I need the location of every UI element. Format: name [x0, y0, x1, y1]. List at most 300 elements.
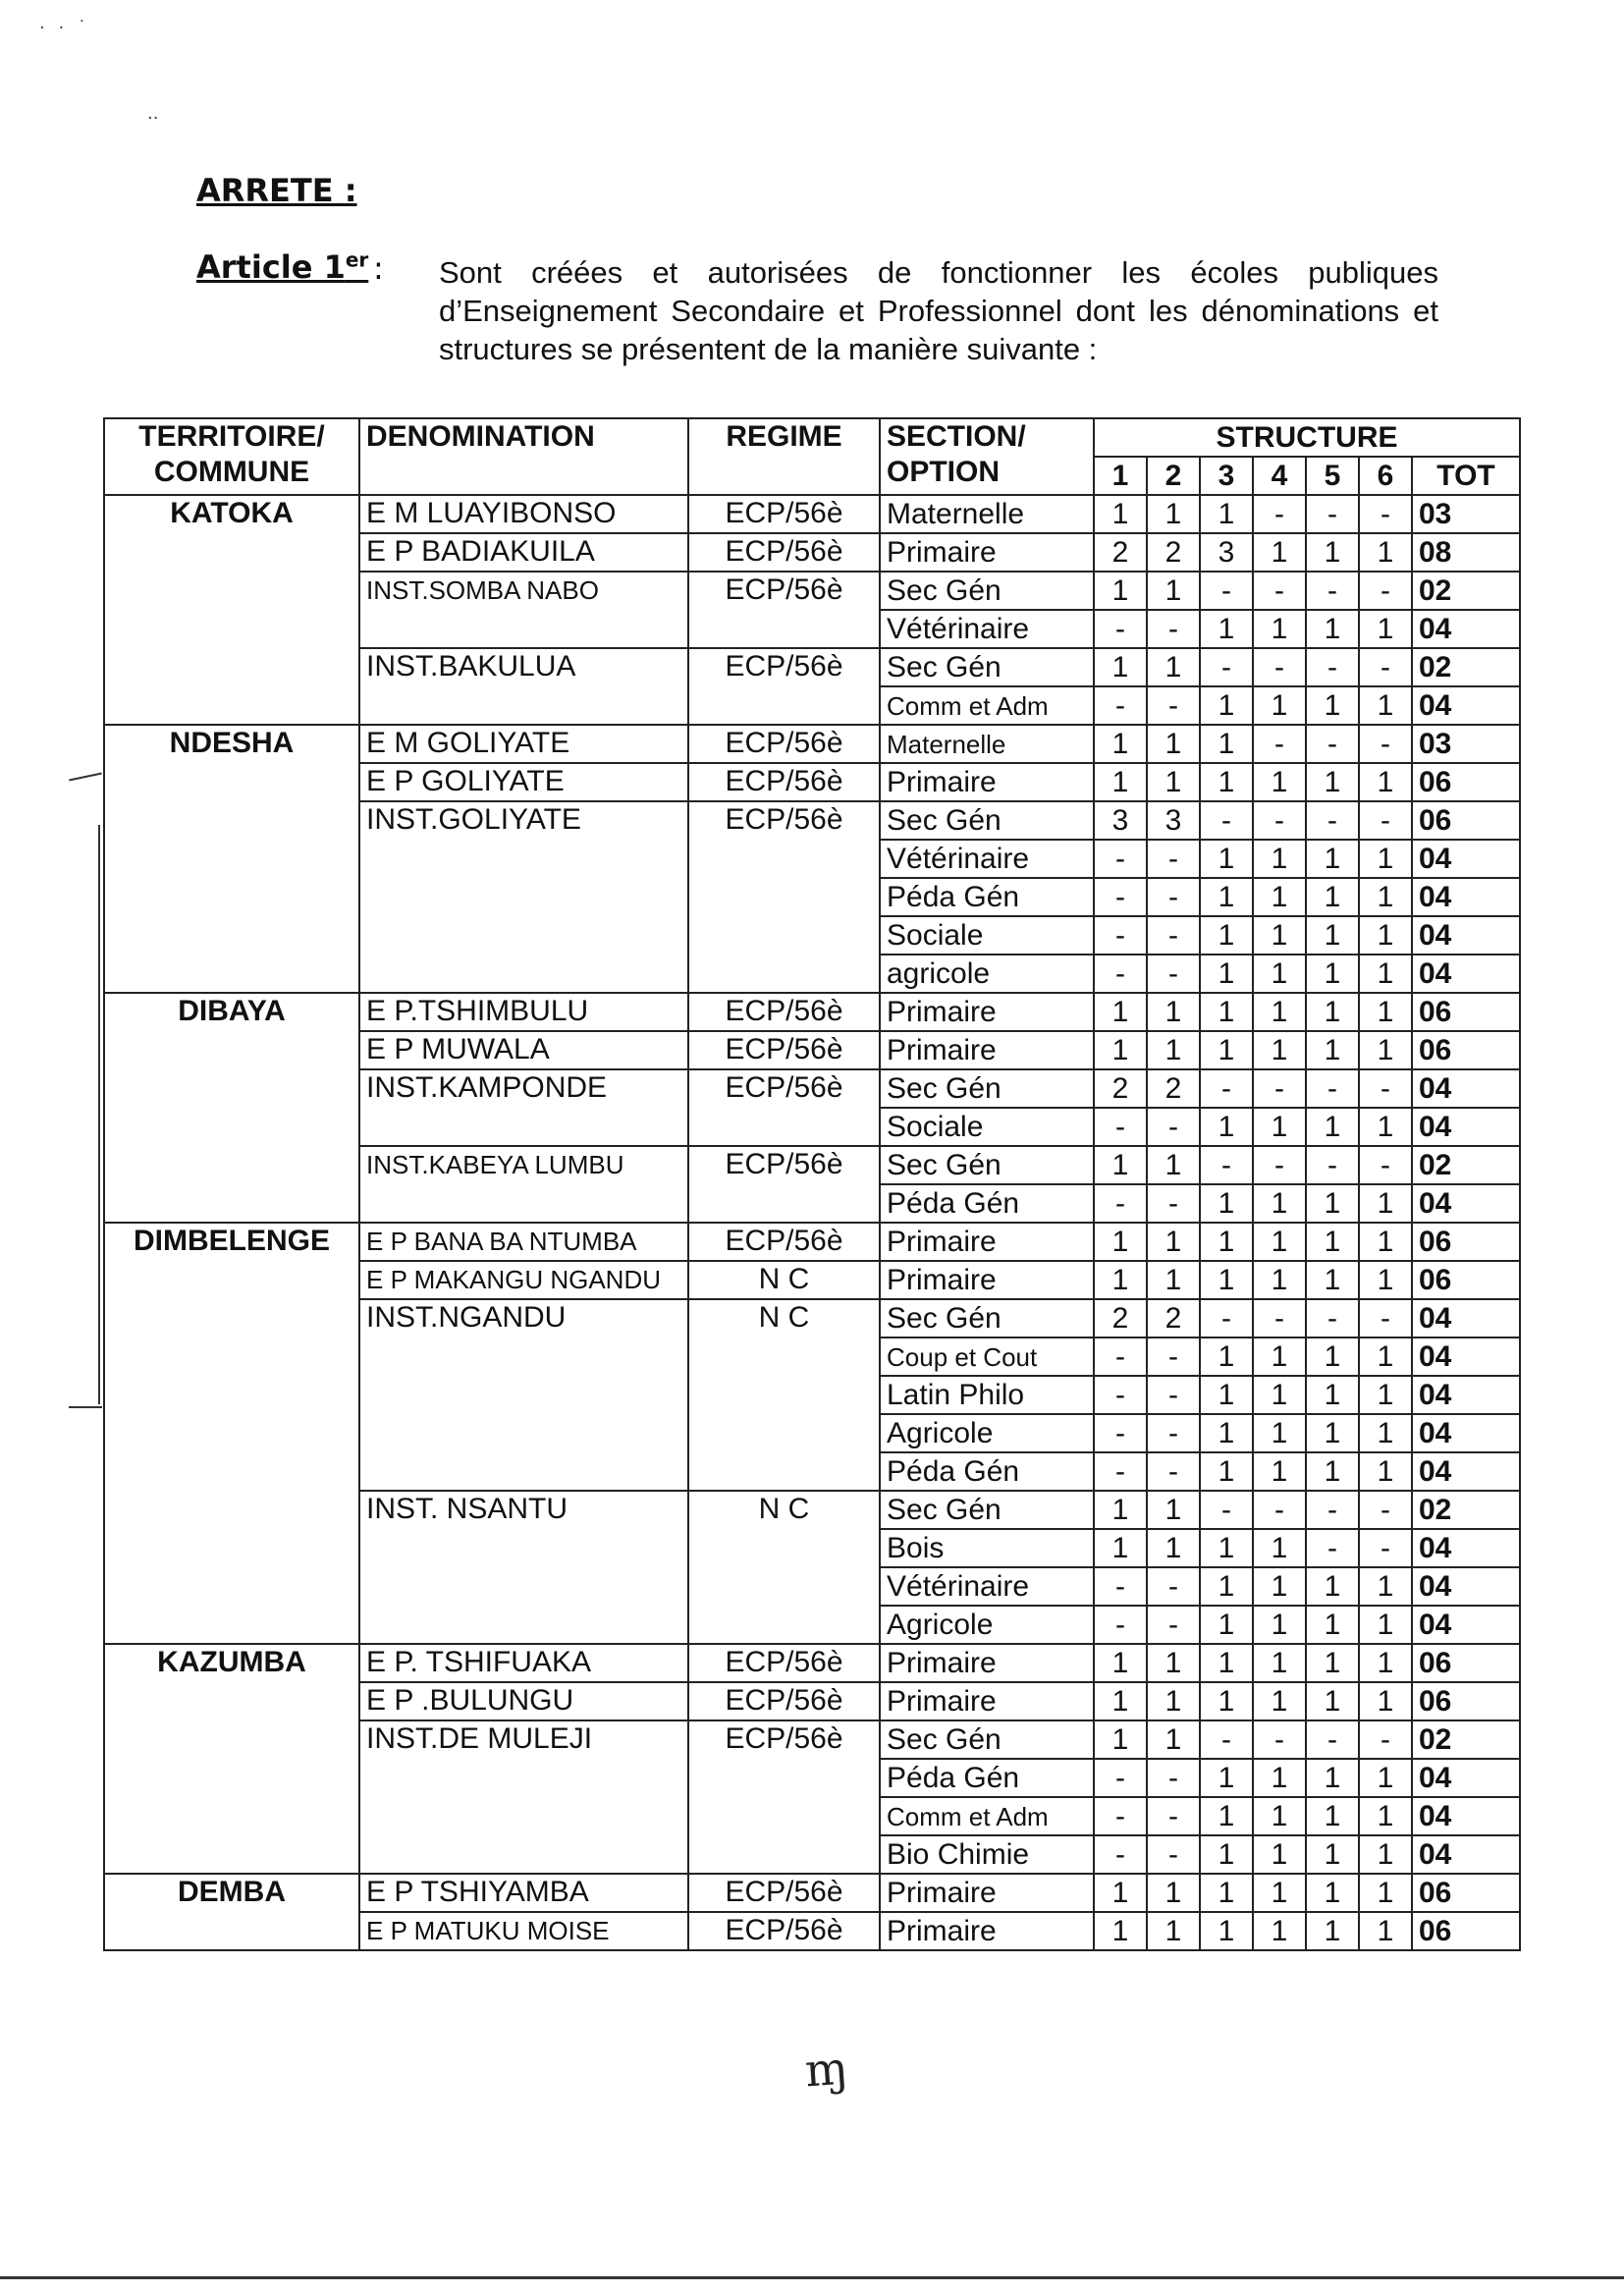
regime-cell: ECP/56è: [688, 1644, 880, 1682]
total-cell: 04: [1412, 1452, 1520, 1491]
year-6-cell: -: [1359, 572, 1412, 610]
year-1-cell: 1: [1094, 725, 1147, 763]
school-name-cell: E P MAKANGU NGANDU: [359, 1261, 688, 1299]
year-2-cell: -: [1147, 1376, 1200, 1414]
year-2-cell: -: [1147, 1606, 1200, 1644]
year-1-cell: 2: [1094, 1069, 1147, 1108]
section-cell: Sociale: [880, 1108, 1094, 1146]
year-6-cell: 1: [1359, 1797, 1412, 1835]
total-cell: 04: [1412, 1606, 1520, 1644]
year-2-cell: -: [1147, 1567, 1200, 1606]
year-1-cell: 1: [1094, 495, 1147, 533]
year-6-cell: 1: [1359, 1912, 1412, 1950]
section-cell: agricole: [880, 955, 1094, 993]
year-5-cell: 1: [1306, 840, 1359, 878]
header-year-4: 4: [1253, 457, 1306, 495]
school-name-cell: E P. TSHIFUAKA: [359, 1644, 688, 1682]
year-5-cell: 1: [1306, 1261, 1359, 1299]
year-4-cell: 1: [1253, 1874, 1306, 1912]
year-6-cell: 1: [1359, 686, 1412, 725]
year-6-cell: 1: [1359, 993, 1412, 1031]
regime-cell: ECP/56è: [688, 1223, 880, 1261]
decree-heading: ARRETE :: [196, 172, 357, 209]
year-2-cell: -: [1147, 1835, 1200, 1874]
year-3-cell: 1: [1200, 993, 1253, 1031]
year-2-cell: -: [1147, 1108, 1200, 1146]
year-4-cell: 1: [1253, 916, 1306, 955]
total-cell: 06: [1412, 1912, 1520, 1950]
year-2-cell: -: [1147, 1338, 1200, 1376]
header-section: SECTION/ OPTION: [880, 418, 1094, 495]
year-6-cell: 1: [1359, 840, 1412, 878]
year-4-cell: 1: [1253, 1452, 1306, 1491]
year-4-cell: 1: [1253, 610, 1306, 648]
year-6-cell: 1: [1359, 1261, 1412, 1299]
school-name-cell: INST.KAMPONDE: [359, 1069, 688, 1146]
total-cell: 03: [1412, 495, 1520, 533]
scan-speck: ··: [147, 108, 159, 129]
year-6-cell: 1: [1359, 1184, 1412, 1223]
year-1-cell: -: [1094, 1376, 1147, 1414]
section-cell: Péda Gén: [880, 1759, 1094, 1797]
schools-table: [103, 417, 1521, 1951]
year-4-cell: -: [1253, 572, 1306, 610]
year-4-cell: -: [1253, 1720, 1306, 1759]
year-5-cell: 1: [1306, 993, 1359, 1031]
year-3-cell: 1: [1200, 916, 1253, 955]
year-5-cell: 1: [1306, 610, 1359, 648]
year-1-cell: 1: [1094, 1031, 1147, 1069]
school-name-cell: E M LUAYIBONSO: [359, 495, 688, 533]
year-3-cell: -: [1200, 1299, 1253, 1338]
year-5-cell: 1: [1306, 1223, 1359, 1261]
year-3-cell: 1: [1200, 1452, 1253, 1491]
total-cell: 02: [1412, 648, 1520, 686]
regime-cell: ECP/56è: [688, 993, 880, 1031]
regime-cell: ECP/56è: [688, 1146, 880, 1223]
year-4-cell: 1: [1253, 1644, 1306, 1682]
total-cell: 06: [1412, 1644, 1520, 1682]
year-1-cell: -: [1094, 1184, 1147, 1223]
year-5-cell: 1: [1306, 1414, 1359, 1452]
school-name-cell: INST. NSANTU: [359, 1491, 688, 1644]
total-cell: 06: [1412, 763, 1520, 801]
year-5-cell: 1: [1306, 1759, 1359, 1797]
year-2-cell: 2: [1147, 1299, 1200, 1338]
year-6-cell: -: [1359, 1299, 1412, 1338]
total-cell: 02: [1412, 1720, 1520, 1759]
year-4-cell: 1: [1253, 1682, 1306, 1720]
year-1-cell: 1: [1094, 572, 1147, 610]
year-1-cell: 1: [1094, 1682, 1147, 1720]
year-5-cell: -: [1306, 648, 1359, 686]
year-4-cell: -: [1253, 725, 1306, 763]
year-3-cell: -: [1200, 1069, 1253, 1108]
year-1-cell: -: [1094, 955, 1147, 993]
total-cell: 04: [1412, 610, 1520, 648]
year-2-cell: -: [1147, 1797, 1200, 1835]
school-name-cell: INST.BAKULUA: [359, 648, 688, 725]
year-3-cell: 1: [1200, 840, 1253, 878]
year-5-cell: 1: [1306, 1567, 1359, 1606]
regime-cell: ECP/56è: [688, 648, 880, 725]
year-6-cell: -: [1359, 1146, 1412, 1184]
year-6-cell: 1: [1359, 1031, 1412, 1069]
regime-cell: ECP/56è: [688, 495, 880, 533]
year-3-cell: 1: [1200, 1759, 1253, 1797]
year-1-cell: 1: [1094, 763, 1147, 801]
scan-speck: · · ˙: [39, 18, 90, 38]
year-2-cell: -: [1147, 916, 1200, 955]
year-6-cell: 1: [1359, 1338, 1412, 1376]
year-4-cell: -: [1253, 1299, 1306, 1338]
header-year-1: 1: [1094, 457, 1147, 495]
section-cell: Péda Gén: [880, 878, 1094, 916]
year-4-cell: 1: [1253, 686, 1306, 725]
year-3-cell: 1: [1200, 1184, 1253, 1223]
year-6-cell: -: [1359, 495, 1412, 533]
total-cell: 06: [1412, 1223, 1520, 1261]
school-name-cell: E P BANA BA NTUMBA: [359, 1223, 688, 1261]
year-1-cell: 1: [1094, 1491, 1147, 1529]
year-3-cell: 1: [1200, 1835, 1253, 1874]
year-5-cell: 1: [1306, 763, 1359, 801]
header-denomination: DENOMINATION: [359, 418, 688, 495]
section-cell: Sec Gén: [880, 1491, 1094, 1529]
total-cell: 04: [1412, 1759, 1520, 1797]
school-name-cell: E P GOLIYATE: [359, 763, 688, 801]
year-3-cell: 1: [1200, 1874, 1253, 1912]
year-3-cell: 1: [1200, 1912, 1253, 1950]
year-3-cell: 1: [1200, 1644, 1253, 1682]
year-5-cell: 1: [1306, 1452, 1359, 1491]
year-5-cell: -: [1306, 1529, 1359, 1567]
year-6-cell: 1: [1359, 1567, 1412, 1606]
year-3-cell: 1: [1200, 610, 1253, 648]
year-6-cell: -: [1359, 725, 1412, 763]
school-name-cell: INST.SOMBA NABO: [359, 572, 688, 648]
year-1-cell: -: [1094, 1452, 1147, 1491]
total-cell: 08: [1412, 533, 1520, 572]
total-cell: 04: [1412, 955, 1520, 993]
year-3-cell: 3: [1200, 533, 1253, 572]
year-6-cell: -: [1359, 1720, 1412, 1759]
year-1-cell: -: [1094, 916, 1147, 955]
total-cell: 04: [1412, 1529, 1520, 1567]
year-3-cell: -: [1200, 801, 1253, 840]
year-3-cell: 1: [1200, 1414, 1253, 1452]
year-3-cell: -: [1200, 1146, 1253, 1184]
year-4-cell: 1: [1253, 1031, 1306, 1069]
total-cell: 02: [1412, 572, 1520, 610]
year-3-cell: 1: [1200, 1376, 1253, 1414]
year-4-cell: -: [1253, 1491, 1306, 1529]
school-name-cell: INST.KABEYA LUMBU: [359, 1146, 688, 1223]
year-6-cell: 1: [1359, 916, 1412, 955]
year-3-cell: 1: [1200, 1797, 1253, 1835]
year-6-cell: -: [1359, 1529, 1412, 1567]
year-5-cell: 1: [1306, 1797, 1359, 1835]
year-5-cell: 1: [1306, 1874, 1359, 1912]
section-cell: Péda Gén: [880, 1452, 1094, 1491]
section-cell: Sec Gén: [880, 1146, 1094, 1184]
year-1-cell: 1: [1094, 1874, 1147, 1912]
header-territoire: TERRITOIRE/ COMMUNE: [104, 418, 359, 495]
total-cell: 04: [1412, 1797, 1520, 1835]
year-2-cell: -: [1147, 610, 1200, 648]
regime-cell: ECP/56è: [688, 533, 880, 572]
page-bottom-rule: [0, 2276, 1624, 2279]
section-cell: Primaire: [880, 1261, 1094, 1299]
article-colon: :: [373, 249, 384, 287]
section-cell: Agricole: [880, 1606, 1094, 1644]
section-cell: Primaire: [880, 1912, 1094, 1950]
total-cell: 02: [1412, 1146, 1520, 1184]
total-cell: 04: [1412, 1567, 1520, 1606]
section-cell: Sec Gén: [880, 1299, 1094, 1338]
total-cell: 04: [1412, 1108, 1520, 1146]
year-5-cell: 1: [1306, 916, 1359, 955]
year-4-cell: 1: [1253, 1261, 1306, 1299]
year-1-cell: 2: [1094, 1299, 1147, 1338]
year-2-cell: 2: [1147, 533, 1200, 572]
year-5-cell: 1: [1306, 955, 1359, 993]
total-cell: 04: [1412, 1184, 1520, 1223]
year-4-cell: 1: [1253, 1414, 1306, 1452]
section-cell: Sec Gén: [880, 1069, 1094, 1108]
year-4-cell: 1: [1253, 533, 1306, 572]
section-cell: Primaire: [880, 1682, 1094, 1720]
section-cell: Latin Philo: [880, 1376, 1094, 1414]
section-cell: Sec Gén: [880, 572, 1094, 610]
year-3-cell: 1: [1200, 763, 1253, 801]
school-name-cell: INST.GOLIYATE: [359, 801, 688, 993]
header-structure: STRUCTURE: [1094, 418, 1520, 457]
year-5-cell: 1: [1306, 1108, 1359, 1146]
header-year-5: 5: [1306, 457, 1359, 495]
year-6-cell: 1: [1359, 1682, 1412, 1720]
year-2-cell: -: [1147, 1184, 1200, 1223]
year-4-cell: 1: [1253, 1184, 1306, 1223]
year-4-cell: 1: [1253, 1376, 1306, 1414]
year-2-cell: 1: [1147, 572, 1200, 610]
year-1-cell: -: [1094, 1338, 1147, 1376]
year-4-cell: -: [1253, 495, 1306, 533]
total-cell: 04: [1412, 878, 1520, 916]
year-3-cell: 1: [1200, 1529, 1253, 1567]
territoire-cell: DEMBA: [104, 1874, 359, 1950]
year-6-cell: 1: [1359, 763, 1412, 801]
section-cell: Comm et Adm: [880, 686, 1094, 725]
section-cell: Primaire: [880, 533, 1094, 572]
year-2-cell: 1: [1147, 1644, 1200, 1682]
year-2-cell: 1: [1147, 1874, 1200, 1912]
year-3-cell: 1: [1200, 1567, 1253, 1606]
year-2-cell: 1: [1147, 1223, 1200, 1261]
year-6-cell: -: [1359, 1069, 1412, 1108]
total-cell: 06: [1412, 801, 1520, 840]
header-year-2: 2: [1147, 457, 1200, 495]
year-2-cell: -: [1147, 1452, 1200, 1491]
total-cell: 04: [1412, 1338, 1520, 1376]
total-cell: 04: [1412, 1835, 1520, 1874]
year-1-cell: -: [1094, 878, 1147, 916]
year-2-cell: 1: [1147, 1146, 1200, 1184]
table-row: [104, 1644, 1520, 1682]
year-4-cell: -: [1253, 1069, 1306, 1108]
school-name-cell: E P MATUKU MOISE: [359, 1912, 688, 1950]
section-cell: Primaire: [880, 993, 1094, 1031]
section-cell: Primaire: [880, 1874, 1094, 1912]
year-3-cell: 1: [1200, 725, 1253, 763]
territoire-cell: KATOKA: [104, 495, 359, 725]
year-3-cell: 1: [1200, 955, 1253, 993]
year-3-cell: 1: [1200, 495, 1253, 533]
year-2-cell: 1: [1147, 1912, 1200, 1950]
year-5-cell: 1: [1306, 1376, 1359, 1414]
year-1-cell: -: [1094, 686, 1147, 725]
section-cell: Sec Gén: [880, 648, 1094, 686]
total-cell: 04: [1412, 916, 1520, 955]
year-2-cell: 3: [1147, 801, 1200, 840]
total-cell: 04: [1412, 1069, 1520, 1108]
year-5-cell: -: [1306, 1720, 1359, 1759]
year-6-cell: 1: [1359, 1874, 1412, 1912]
year-5-cell: -: [1306, 572, 1359, 610]
year-4-cell: 1: [1253, 1759, 1306, 1797]
year-1-cell: -: [1094, 1108, 1147, 1146]
total-cell: 02: [1412, 1491, 1520, 1529]
year-4-cell: 1: [1253, 1797, 1306, 1835]
year-6-cell: 1: [1359, 610, 1412, 648]
regime-cell: ECP/56è: [688, 1720, 880, 1874]
year-3-cell: 1: [1200, 1682, 1253, 1720]
header-year-3: 3: [1200, 457, 1253, 495]
year-5-cell: 1: [1306, 878, 1359, 916]
school-name-cell: E P.TSHIMBULU: [359, 993, 688, 1031]
year-1-cell: -: [1094, 1759, 1147, 1797]
year-5-cell: -: [1306, 1299, 1359, 1338]
margin-mark: [69, 1406, 102, 1408]
section-cell: Vétérinaire: [880, 840, 1094, 878]
total-cell: 06: [1412, 1031, 1520, 1069]
year-5-cell: 1: [1306, 1184, 1359, 1223]
year-1-cell: -: [1094, 840, 1147, 878]
regime-cell: ECP/56è: [688, 1031, 880, 1069]
year-4-cell: 1: [1253, 1567, 1306, 1606]
year-5-cell: -: [1306, 495, 1359, 533]
table-row: [104, 1874, 1520, 1912]
school-name-cell: E P .BULUNGU: [359, 1682, 688, 1720]
school-name-cell: E M GOLIYATE: [359, 725, 688, 763]
year-3-cell: 1: [1200, 1338, 1253, 1376]
year-5-cell: -: [1306, 1069, 1359, 1108]
total-cell: 04: [1412, 1414, 1520, 1452]
year-2-cell: 1: [1147, 1529, 1200, 1567]
school-name-cell: INST.NGANDU: [359, 1299, 688, 1491]
year-2-cell: 1: [1147, 1720, 1200, 1759]
year-4-cell: 1: [1253, 763, 1306, 801]
section-cell: Comm et Adm: [880, 1797, 1094, 1835]
year-2-cell: 1: [1147, 763, 1200, 801]
regime-cell: ECP/56è: [688, 1069, 880, 1146]
regime-cell: N C: [688, 1491, 880, 1644]
year-2-cell: -: [1147, 1759, 1200, 1797]
section-cell: Sec Gén: [880, 1720, 1094, 1759]
year-1-cell: 1: [1094, 1912, 1147, 1950]
year-5-cell: -: [1306, 1146, 1359, 1184]
year-1-cell: -: [1094, 1835, 1147, 1874]
total-cell: 06: [1412, 1682, 1520, 1720]
year-3-cell: 1: [1200, 1606, 1253, 1644]
table-body: [104, 495, 1520, 1950]
regime-cell: ECP/56è: [688, 725, 880, 763]
year-5-cell: 1: [1306, 1835, 1359, 1874]
year-1-cell: 2: [1094, 533, 1147, 572]
year-4-cell: 1: [1253, 1108, 1306, 1146]
table-row: [104, 725, 1520, 763]
initials-signature: ɱ: [803, 2041, 850, 2098]
header-year-6: 6: [1359, 457, 1412, 495]
year-5-cell: 1: [1306, 1682, 1359, 1720]
year-4-cell: -: [1253, 1146, 1306, 1184]
regime-cell: ECP/56è: [688, 801, 880, 993]
territoire-cell: DIBAYA: [104, 993, 359, 1223]
year-5-cell: 1: [1306, 686, 1359, 725]
year-6-cell: 1: [1359, 1606, 1412, 1644]
year-4-cell: 1: [1253, 1529, 1306, 1567]
year-2-cell: 1: [1147, 1491, 1200, 1529]
year-2-cell: 1: [1147, 1261, 1200, 1299]
year-5-cell: -: [1306, 725, 1359, 763]
total-cell: 06: [1412, 1874, 1520, 1912]
year-6-cell: 1: [1359, 1108, 1412, 1146]
year-4-cell: 1: [1253, 1223, 1306, 1261]
year-3-cell: 1: [1200, 878, 1253, 916]
year-6-cell: -: [1359, 1491, 1412, 1529]
year-1-cell: -: [1094, 610, 1147, 648]
section-cell: Vétérinaire: [880, 1567, 1094, 1606]
year-6-cell: -: [1359, 801, 1412, 840]
year-6-cell: 1: [1359, 1376, 1412, 1414]
year-6-cell: 1: [1359, 533, 1412, 572]
regime-cell: ECP/56è: [688, 1912, 880, 1950]
total-cell: 04: [1412, 840, 1520, 878]
year-6-cell: 1: [1359, 955, 1412, 993]
section-cell: Primaire: [880, 1223, 1094, 1261]
section-cell: Maternelle: [880, 725, 1094, 763]
article-label: Article 1er: [196, 247, 369, 286]
year-2-cell: 1: [1147, 993, 1200, 1031]
regime-cell: ECP/56è: [688, 1682, 880, 1720]
year-1-cell: 3: [1094, 801, 1147, 840]
year-6-cell: -: [1359, 648, 1412, 686]
year-5-cell: 1: [1306, 1031, 1359, 1069]
year-3-cell: 1: [1200, 1223, 1253, 1261]
year-3-cell: -: [1200, 648, 1253, 686]
article-text: Sont créées et autorisées de fonctionner les écoles publiques d’Enseignement Secondaire et Professionnel dont les dénominations et structures se présentent de la manière suivante :: [439, 255, 1438, 366]
year-6-cell: 1: [1359, 1644, 1412, 1682]
total-cell: 03: [1412, 725, 1520, 763]
year-1-cell: 1: [1094, 1146, 1147, 1184]
header-total: TOT: [1412, 457, 1520, 495]
year-6-cell: 1: [1359, 1759, 1412, 1797]
section-cell: Bois: [880, 1529, 1094, 1567]
year-4-cell: -: [1253, 801, 1306, 840]
section-cell: Primaire: [880, 1644, 1094, 1682]
year-5-cell: 1: [1306, 1338, 1359, 1376]
year-1-cell: 1: [1094, 1529, 1147, 1567]
